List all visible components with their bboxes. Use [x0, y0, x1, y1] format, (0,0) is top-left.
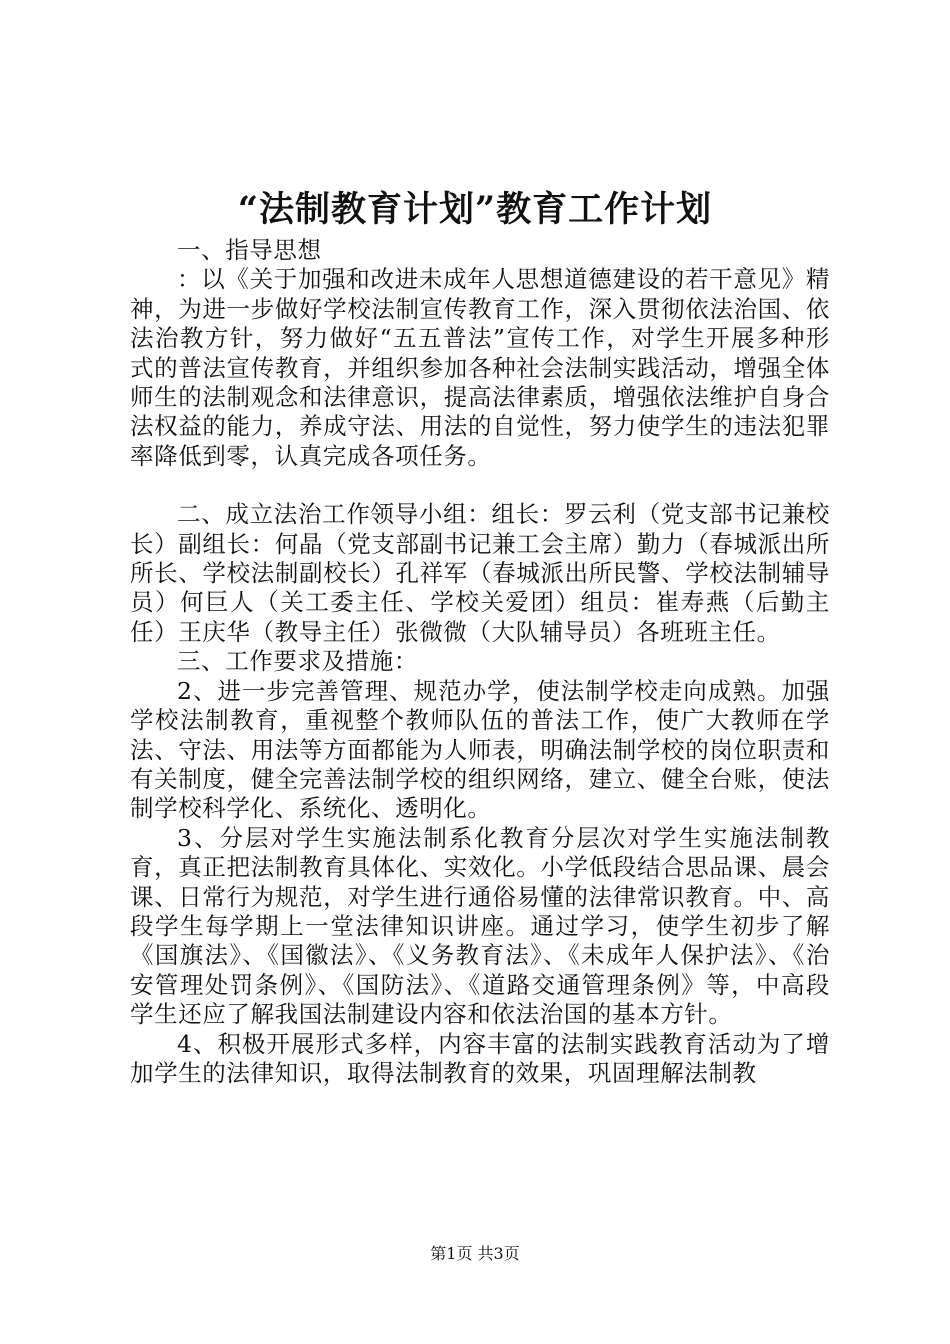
page-footer: 第1页 共3页: [430, 1244, 520, 1263]
document-title: “法制教育计划”教育工作计划: [237, 189, 713, 230]
section-heading-requirements: 三、工作要求及措施：: [177, 647, 418, 676]
paragraph-item-4: 4、积极开展形式多样，内容丰富的法制实践教育活动为了增加学生的法律知识，取得法制教育的效果，巩固理解法制教: [130, 1029, 830, 1087]
paragraph-item-2: 2、进一步完善管理、规范办学，使法制学校走向成熟。加强学校法制教育，重视整个教师队伍的普法工作，使广大教师在学法、守法、用法等方面都能为人师表，明确法制学校的岗位职责和有关制度，健全完善法制学校的组织网络，建立、健全台账，使法制学校科学化、系统化、透明化。: [130, 676, 830, 823]
paragraph-leadership-group: 二、成立法治工作领导小组：组长：罗云利（党支部书记兼校长）副组长：何晶（党支部副书记兼工会主席）勤力（春城派出所所长、学校法制副校长）孔祥军（春城派出所民警、学校法制辅导员）何巨人（关工委主任、学校关爱团）组员：崔寿燕（后勤主任）王庆华（教导主任）张微微（大队辅导员）各班班主任。: [130, 500, 830, 646]
paragraph-guiding-ideology: ：以《关于加强和改进未成年人思想道德建设的若干意见》精神，为进一步做好学校法制宣传教育工作，深入贯彻依法治国、依法治教方针，努力做好“五五普法”宣传工作，对学生开展多种形式的普法宣传教育，并组织参加各种社会法制实践活动，增强全体师生的法制观念和法律意识，提高法律素质，增强依法维护自身合法权益的能力，养成守法、用法的自觉性，努力使学生的违法犯罪率降低到零，认真完成各项任务。: [130, 265, 830, 470]
paragraph-item-3: 3、分层对学生实施法制系化教育分层次对学生实施法制教育，真正把法制教育具体化、实效化。小学低段结合思品课、晨会课、日常行为规范，对学生进行通俗易懂的法律常识教育。中、高段学生每学期上一堂法律知识讲座。通过学习，使学生初步了解《国旗法》、《国徽法》、《义务教育法》、《未成年人保护法》、《治安管理处罚条例》、《国防法》、《道路交通管理条例》等，中高段学生还应了解我国法制建设内容和依法治国的基本方针。: [130, 823, 830, 1029]
section-heading-guiding-ideology: 一、指导思想: [177, 236, 322, 264]
paragraph-spacer: [130, 471, 830, 500]
document-body: [130, 236, 830, 1088]
